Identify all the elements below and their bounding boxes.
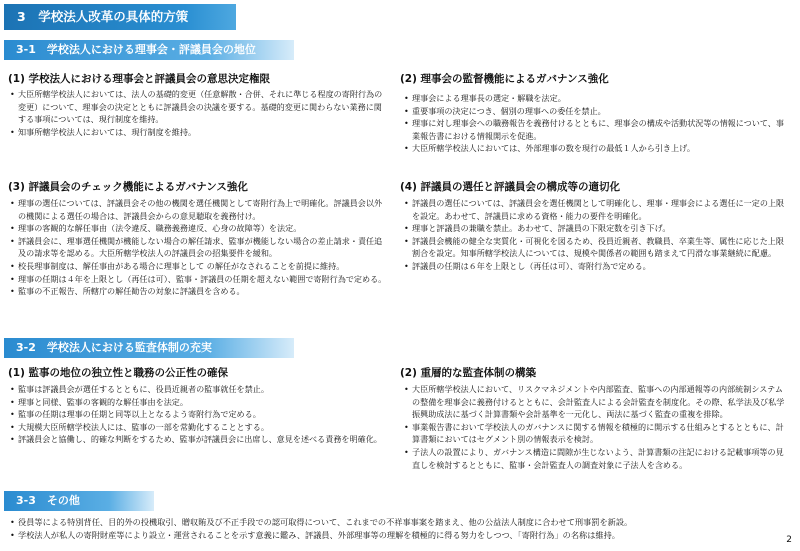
subsection-3-1-3-title: (3) 評議員会のチェック機能によるガバナンス強化 xyxy=(8,181,248,193)
list-item: • 理事の客観的な解任事由（法令違反、職務義務違反、心身の故障等）を法定。 xyxy=(10,222,388,235)
subsection-3-2-2-title: (2) 重層的な監査体制の構築 xyxy=(400,367,537,379)
list-item: • 評議員の任期は６年を上限とし（再任は可）、寄附行為で定める。 xyxy=(404,260,788,273)
list-item: • 事業報告書において学校法人のガバナンスに関する情報を積極的に開示する仕組みとするとともに、計算書類においてはセグメント別の情報表示を検討。 xyxy=(404,421,788,446)
subsection-3-1-3-list xyxy=(10,197,388,298)
subsection-3-1-4-list xyxy=(404,197,788,273)
list-item: • 校長理事制度は、解任事由がある場合に理事として の解任がなされることを前提に維持。 xyxy=(10,260,388,273)
list-item: • 評議員の選任については、評議員会を選任機関として明確化し、理事・理事会による選任に一定の上限を設定。あわせて、評議員に求める資格・能力の要件を明確化。 xyxy=(404,197,788,222)
subsection-3-1-4-title: (4) 評議員の選任と評議員会の構成等の適切化 xyxy=(400,181,621,193)
list-item: • 大臣所轄学校法人において、リスクマネジメントや内部監査、監事への内部通報等の内部統制システムの整備を理事会に義務付けるとともに、会計監査人による会計監査を制度化。その際、私学法及び私学振興助成法に基づく計算書類や会計基準を一元化し、両法に基づく監査の重複を排除。 xyxy=(404,383,788,421)
main-title: 3 学校法人改革の具体的方策 xyxy=(17,9,189,24)
section-3-3-banner xyxy=(4,491,154,511)
main-title-banner xyxy=(4,4,236,30)
section-3-1-title: 3-1 学校法人における理事会・評議員会の地位 xyxy=(16,43,256,56)
section-3-2-title: 3-2 学校法人における監査体制の充実 xyxy=(16,341,212,354)
list-item: • 理事会による理事長の選定・解職を法定。 xyxy=(404,92,788,105)
subsection-3-1-2-list xyxy=(404,92,788,155)
subsection-3-1-1-list xyxy=(10,88,386,138)
list-item: • 理事の選任については、評議員会その他の機関を選任機関として寄附行為上で明確化。評議員会以外の機関による選任の場合は、評議員会からの意見聴取を義務付け。 xyxy=(10,197,388,222)
subsection-3-1-1-title: (1) 学校法人における理事会と評議員会の意思決定権限 xyxy=(8,73,271,85)
subsection-3-2-2-list xyxy=(404,383,788,471)
list-item: • 知事所轄学校法人においては、現行制度を維持。 xyxy=(10,126,386,139)
list-item: • 学校法人が私人の寄附財産等により設立・運営されることを示す意義に鑑み、評議員、外部理事等の理解を積極的に得る努力をしつつ、「寄附行為」の名称は維持。 xyxy=(10,529,786,542)
section-3-3-title: 3-3 その他 xyxy=(16,494,80,507)
list-item: • 監事は評議員会が選任するとともに、役員近親者の監事就任を禁止。 xyxy=(10,383,388,396)
list-item: • 大規模大臣所轄学校法人には、監事の一部を常勤化することとする。 xyxy=(10,421,388,434)
section-3-2-banner xyxy=(4,338,294,358)
list-item: • 重要事項の決定につき、個別の理事への委任を禁止。 xyxy=(404,105,788,118)
list-item: • 監事の任期は理事の任期と同等以上となるよう寄附行為で定める。 xyxy=(10,408,388,421)
list-item: • 大臣所轄学校法人においては、法人の基礎的変更（任意解散・合併、それに準じる程度の寄附行為の変更）について、理事会の決定とともに評議員会の決議を要する。基礎的変更に関わらない業務に関する事項については、現行制度を維持。 xyxy=(10,88,386,126)
section-3-1-banner xyxy=(4,40,294,60)
page-number: 2 xyxy=(786,535,792,545)
list-item: • 監事の不正報告、所轄庁の解任勧告の対象に評議員を含める。 xyxy=(10,285,388,298)
subsection-3-2-1-list xyxy=(10,383,388,446)
list-item: • 評議員会に、理事選任機関が機能しない場合の解任請求、監事が機能しない場合の差止請求・責任追及の請求等を認める。大臣所轄学校法人の評議員会の招集要件を緩和。 xyxy=(10,235,388,260)
list-item: • 評議員会機能の健全な実質化・可視化を図るため、役員近親者、教職員、卒業生等、属性に応じた上限割合を設定。知事所轄学校法人については、規模や関係者の範囲も踏まえて円滑な事業継続に配慮。 xyxy=(404,235,788,260)
list-item: • 役員等による特別背任、目的外の投機取引、贈収賄及び不正手段での認可取得について、これまでの不祥事事案を踏まえ、他の公益法人制度に合わせて刑事罰を新設。 xyxy=(10,516,786,529)
subsection-3-1-2-title: (2) 理事会の監督機能によるガバナンス強化 xyxy=(400,73,609,85)
list-item: • 子法人の設置により、ガバナンス構造に間隙が生じないよう、計算書類の注記における記載事項等の見直しを検討するとともに、監事・会計監査人の調査対象に子法人を含める。 xyxy=(404,446,788,471)
section-3-3-list xyxy=(10,516,786,541)
list-item: • 理事に対し理事会への職務報告を義務付けるとともに、理事会の構成や活動状況等の情報について、事業報告書における情報開示を促進。 xyxy=(404,117,788,142)
list-item: • 理事の任期は４年を上限とし（再任は可）、監事・評議員の任期を超えない範囲で寄附行為で定める。 xyxy=(10,273,388,286)
list-item: • 理事と同様、監事の客観的な解任事由を法定。 xyxy=(10,396,388,409)
list-item: • 理事と評議員の兼職を禁止。あわせて、評議員の下限定数を引き下げ。 xyxy=(404,222,788,235)
list-item: • 評議員会と協働し、的確な判断をするため、監事が評議員会に出席し、意見を述べる責務を明確化。 xyxy=(10,433,388,446)
subsection-3-2-1-title: (1) 監事の地位の独立性と職務の公正性の確保 xyxy=(8,367,229,379)
list-item: • 大臣所轄学校法人においては、外部理事の数を現行の最低１人から引き上げ。 xyxy=(404,142,788,155)
